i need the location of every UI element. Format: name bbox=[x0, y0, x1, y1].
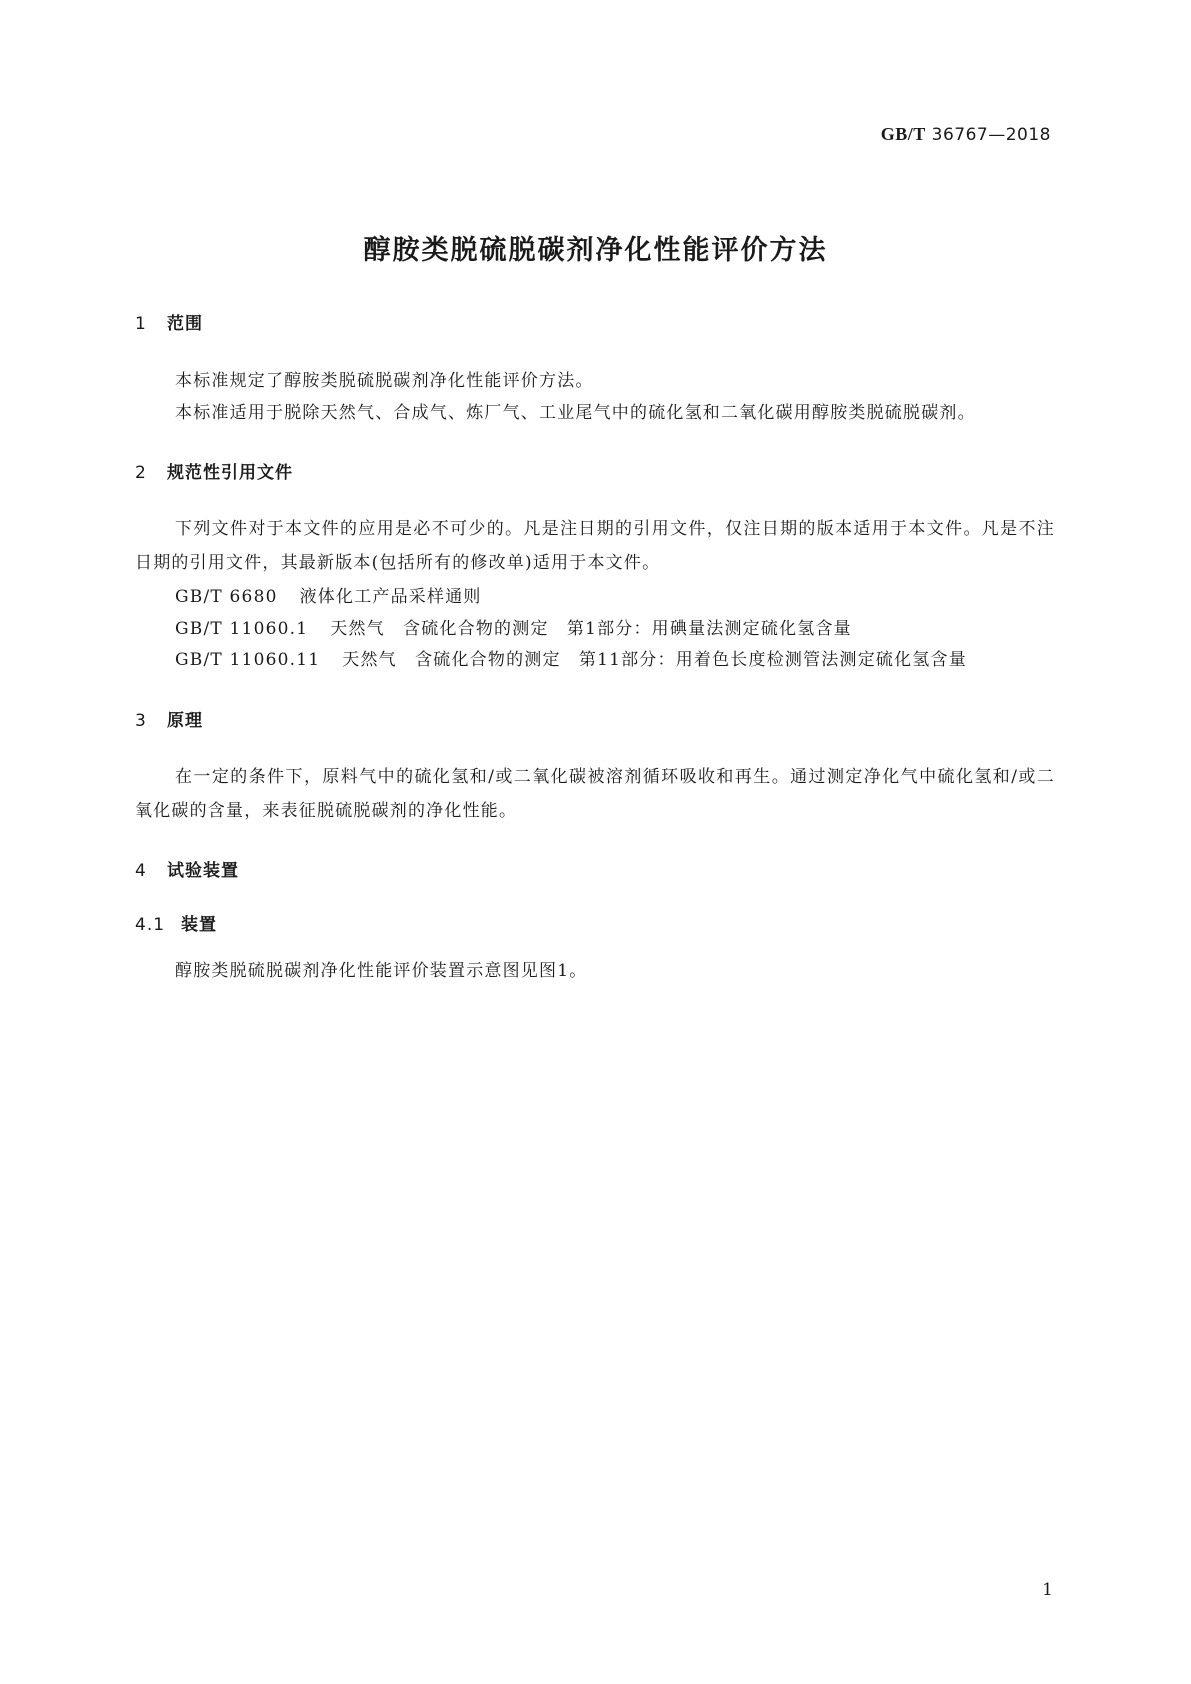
subsection-number: 4.1 bbox=[135, 915, 166, 935]
page-number: 1 bbox=[1042, 1580, 1053, 1600]
subsection-4-1-heading bbox=[135, 910, 217, 935]
reference-item bbox=[175, 645, 967, 670]
reference-item bbox=[175, 614, 852, 639]
reference-code: GB/T 11060.1 bbox=[175, 619, 309, 639]
reference-title: 液体化工产品采样通则 bbox=[299, 587, 482, 607]
section-title: 规范性引用文件 bbox=[167, 463, 293, 483]
standard-number: 36767—2018 bbox=[931, 125, 1051, 145]
reference-title: 天然气 含硫化合物的测定 第1部分：用碘量法测定硫化氢含量 bbox=[330, 619, 852, 639]
section-3-heading bbox=[135, 706, 203, 731]
section-1-heading bbox=[135, 309, 203, 334]
reference-item bbox=[175, 582, 482, 607]
section-title: 原理 bbox=[167, 711, 203, 731]
standard-prefix: GB/T bbox=[880, 124, 926, 144]
reference-code: GB/T 6680 bbox=[175, 587, 278, 607]
section-title: 范围 bbox=[167, 314, 203, 334]
subsection-4-1-paragraph: 醇胺类脱硫脱碳剂净化性能评价装置示意图见图1。 bbox=[175, 961, 588, 981]
section-title: 试验装置 bbox=[167, 861, 239, 881]
section-4-heading bbox=[135, 856, 239, 881]
section-number: 2 bbox=[135, 463, 147, 483]
subsection-title: 装置 bbox=[181, 915, 217, 935]
section-3-paragraph: 在一定的条件下，原料气中的硫化氢和/或二氧化碳被溶剂循环吸收和再生。通过测定净化气中硫化氢和/或二氧化碳的含量，来表征脱硫脱碳剂的净化性能。 bbox=[135, 767, 1055, 821]
section-number: 1 bbox=[135, 314, 147, 334]
section-number: 4 bbox=[135, 861, 147, 881]
section-2-intro: 下列文件对于本文件的应用是必不可少的。凡是注日期的引用文件，仅注日期的版本适用于本文件。凡是不注日期的引用文件，其最新版本(包括所有的修改单)适用于本文件。 bbox=[135, 519, 1055, 573]
section-1-paragraph-2: 本标准适用于脱除天然气、合成气、炼厂气、工业尾气中的硫化氢和二氧化碳用醇胺类脱硫脱碳剂。 bbox=[175, 403, 976, 423]
section-number: 3 bbox=[135, 711, 147, 731]
standard-code bbox=[881, 124, 1051, 145]
section-2-heading bbox=[135, 458, 293, 483]
reference-title: 天然气 含硫化合物的测定 第11部分：用着色长度检测管法测定硫化氢含量 bbox=[342, 650, 967, 670]
document-title: 醇胺类脱硫脱碳剂净化性能评价方法 bbox=[363, 235, 828, 266]
section-1-paragraph-1: 本标准规定了醇胺类脱硫脱碳剂净化性能评价方法。 bbox=[175, 371, 594, 391]
reference-code: GB/T 11060.11 bbox=[175, 650, 321, 670]
